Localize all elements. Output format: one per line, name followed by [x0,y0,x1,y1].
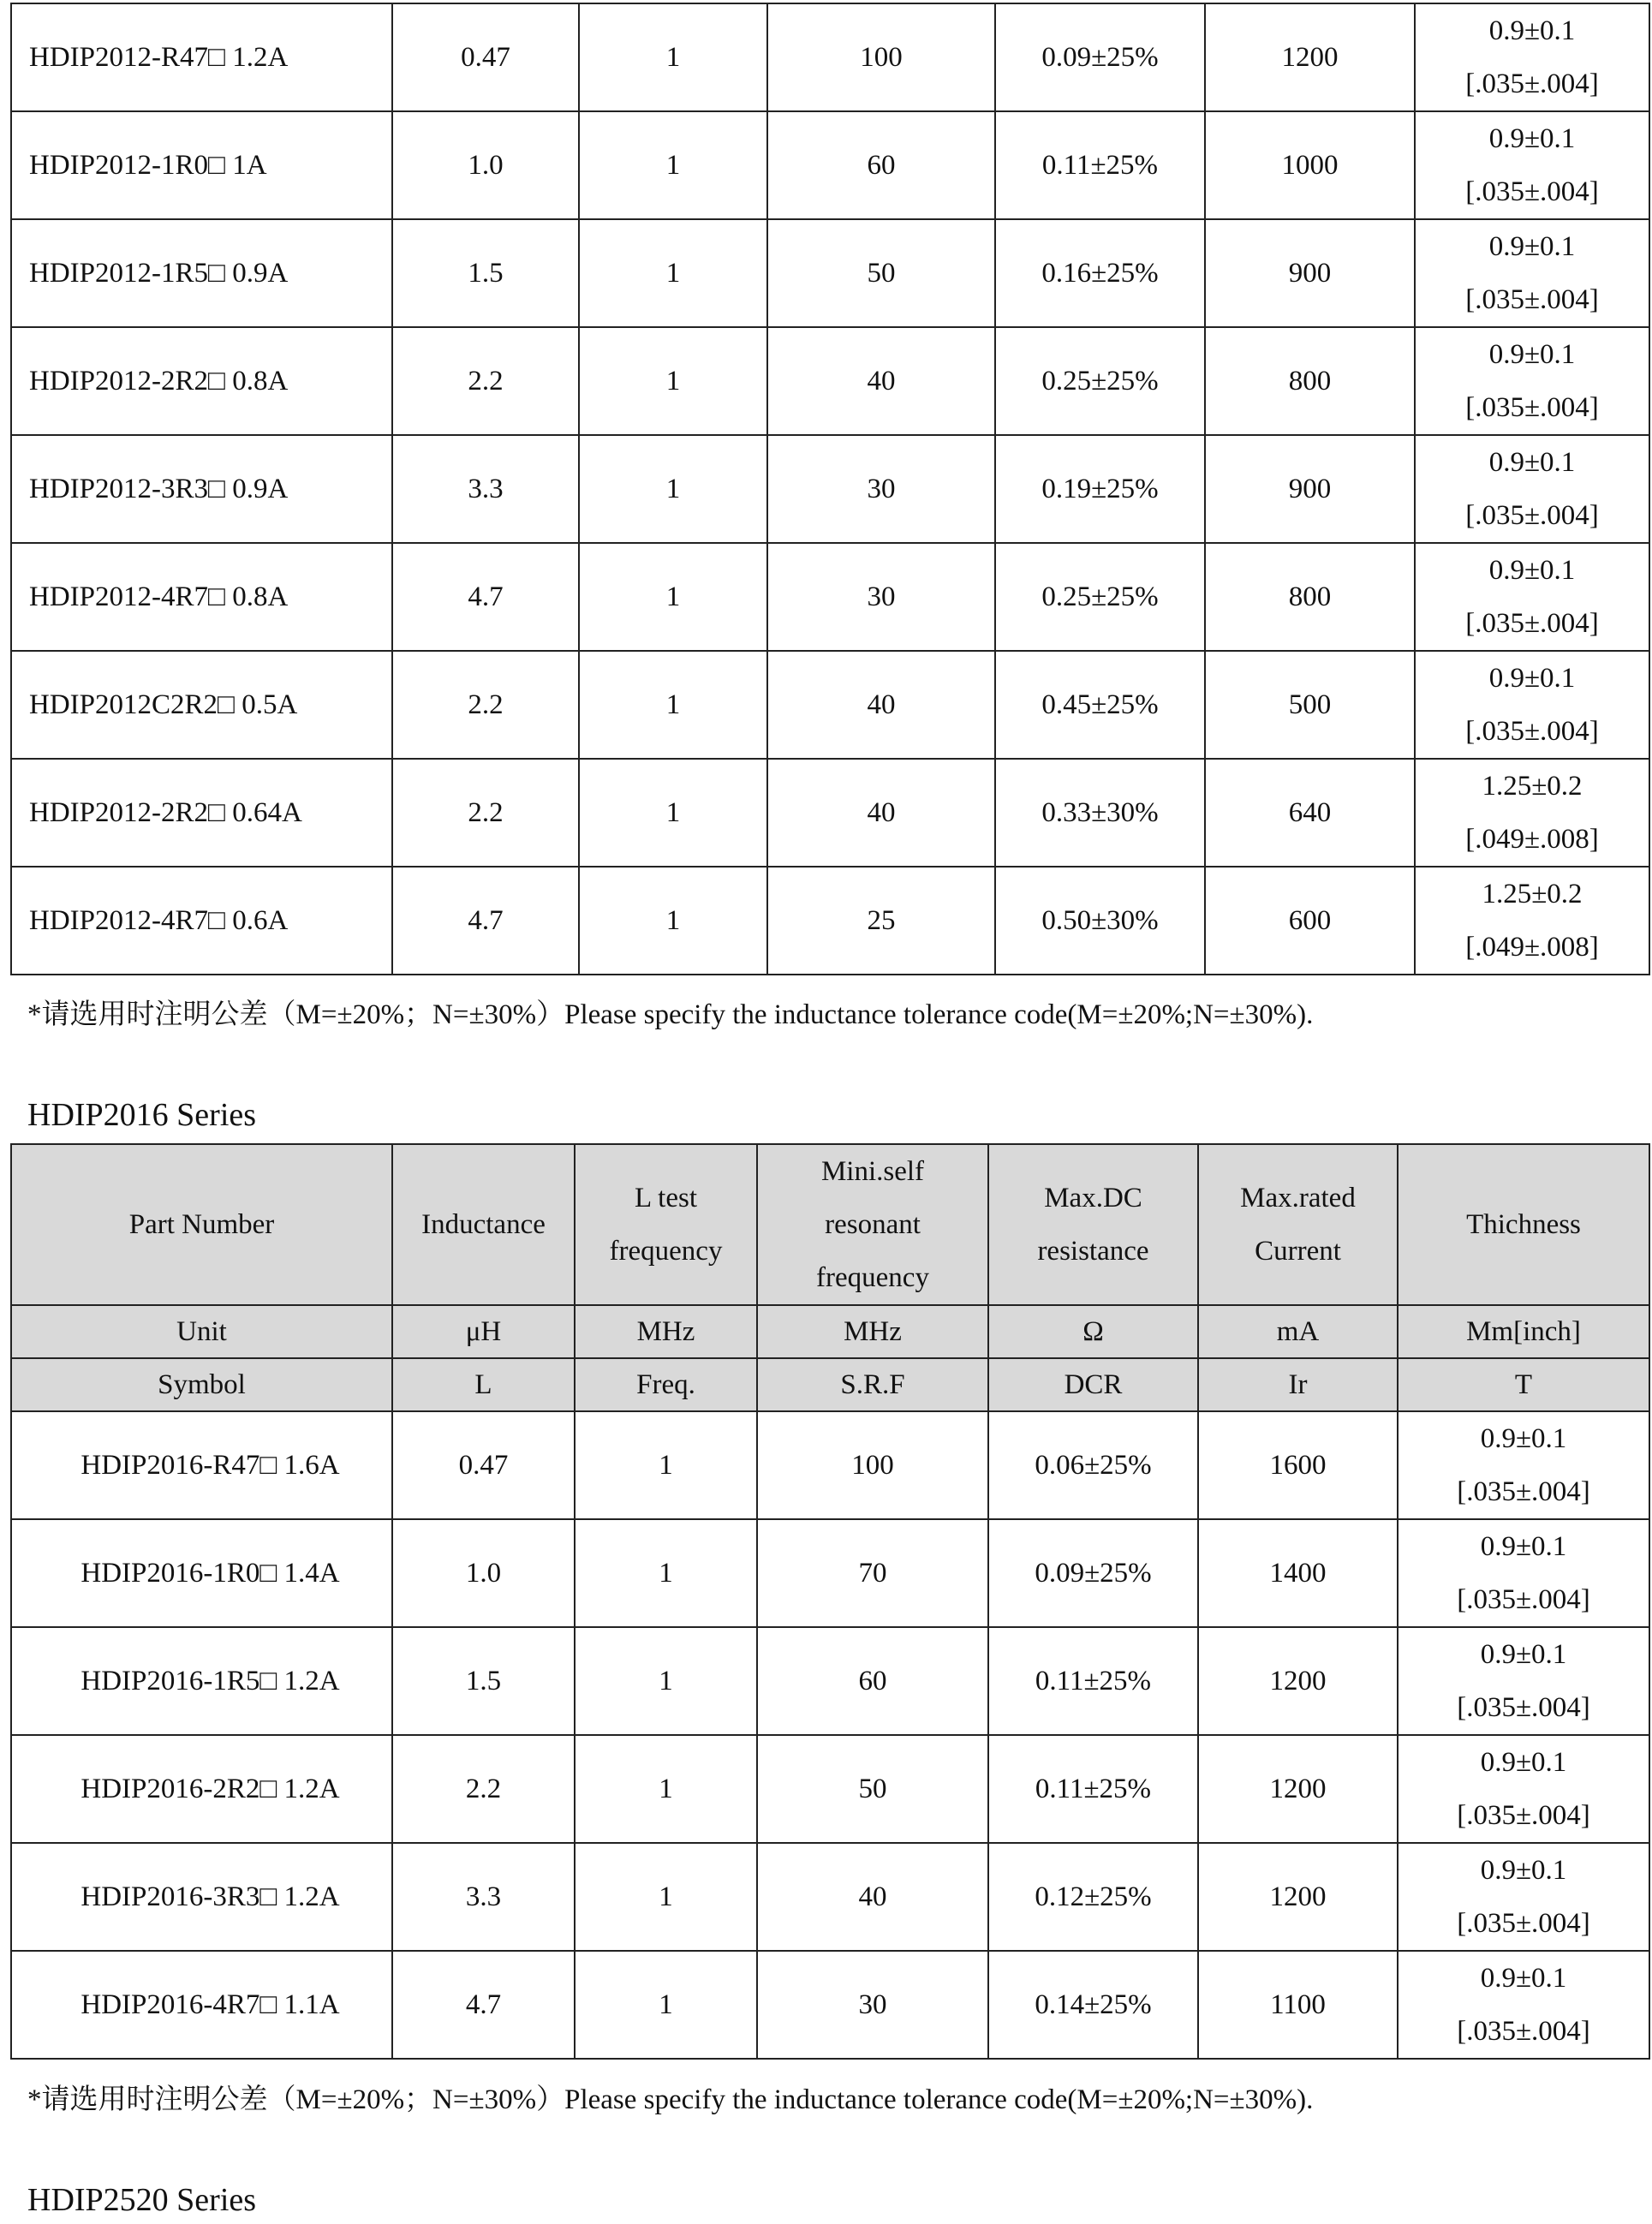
unit-thickness: Mm[inch] [1398,1305,1649,1358]
header-rated-current [1198,1144,1398,1305]
frequency-cell: 1 [579,759,767,867]
table-row [11,1519,1649,1627]
frequency-cell: 1 [579,327,767,435]
thickness-mm: 1.25±0.2 [1482,771,1583,802]
inductance-cell: 3.3 [392,435,579,543]
hdip2012-table [10,3,1650,975]
thickness-cell [1398,1627,1649,1735]
symbol-row [11,1358,1649,1411]
srf-cell: 40 [767,327,995,435]
thickness-inch: [.035±.004] [1457,1476,1590,1507]
thickness-inch: [.035±.004] [1457,1908,1590,1939]
header-text: resistance [1037,1236,1149,1267]
header-text: Current [1255,1236,1341,1267]
thickness-mm: 0.9±0.1 [1488,339,1576,370]
table-row [11,1843,1649,1951]
thickness-cell [1415,651,1649,759]
header-text: Mini.self [820,1156,925,1187]
thickness-inch: [.035±.004] [1457,2016,1590,2047]
thickness-mm: 0.9±0.1 [1488,231,1576,262]
dcr-cell: 0.16±25% [995,219,1205,327]
part-number-cell: HDIP2016-2R2□ 1.2A [11,1735,392,1843]
rated-current-cell: 500 [1205,651,1415,759]
tolerance-note: *请选用时注明公差（M=±20%；N=±30%）Please specify the inductance tolerance code(M=±20%;N=±30%). [27,999,1314,1030]
inductance-cell: 1.5 [392,1627,575,1735]
thickness-inch: [.049±.008] [1465,932,1599,963]
thickness-inch: [.035±.004] [1465,500,1599,531]
rated-current-cell: 600 [1205,867,1415,975]
unit-inductance: μH [392,1305,575,1358]
table-row [11,867,1649,975]
inductance-cell: 2.2 [392,759,579,867]
header-srf [757,1144,988,1305]
srf-cell: 40 [767,759,995,867]
thickness-cell [1415,111,1649,219]
rated-current-cell: 1200 [1198,1843,1398,1951]
header-l-test-frequency [575,1144,757,1305]
unit-current: mA [1198,1305,1398,1358]
frequency-cell: 1 [579,543,767,651]
table-row [11,111,1649,219]
table-row [11,1627,1649,1735]
srf-cell: 50 [767,219,995,327]
thickness-cell [1415,543,1649,651]
part-number-cell: HDIP2016-3R3□ 1.2A [11,1843,392,1951]
inductance-cell: 1.5 [392,219,579,327]
thickness-cell [1415,435,1649,543]
table-row [11,759,1649,867]
dcr-cell: 0.11±25% [988,1735,1198,1843]
dcr-cell: 0.50±30% [995,867,1205,975]
rated-current-cell: 900 [1205,219,1415,327]
symbol-srf: S.R.F [757,1358,988,1411]
part-number-cell: HDIP2012-2R2□ 0.64A [11,759,392,867]
thickness-mm: 0.9±0.1 [1480,1423,1567,1454]
symbol-label: Symbol [11,1358,392,1411]
unit-frequency: MHz [575,1305,757,1358]
part-number-cell: HDIP2012-4R7□ 0.8A [11,543,392,651]
symbol-frequency: Freq. [575,1358,757,1411]
table-row [11,543,1649,651]
dcr-cell: 0.25±25% [995,327,1205,435]
header-text: Max.DC [1044,1183,1142,1213]
dcr-cell: 0.09±25% [995,3,1205,111]
thickness-cell [1415,219,1649,327]
thickness-mm: 0.9±0.1 [1488,555,1576,586]
inductance-cell: 0.47 [392,1411,575,1519]
tolerance-note: *请选用时注明公差（M=±20%；N=±30%）Please specify the inductance tolerance code(M=±20%;N=±30%). [27,2084,1314,2115]
dcr-cell: 0.33±30% [995,759,1205,867]
part-number-cell: HDIP2016-4R7□ 1.1A [11,1951,392,2059]
frequency-cell: 1 [575,1627,757,1735]
dcr-cell: 0.11±25% [988,1627,1198,1735]
thickness-cell [1398,1735,1649,1843]
unit-srf: MHz [757,1305,988,1358]
header-thickness: Thichness [1398,1144,1649,1305]
unit-label: Unit [11,1305,392,1358]
srf-cell: 40 [757,1843,988,1951]
frequency-cell: 1 [579,651,767,759]
table-header-row [11,1144,1649,1305]
thickness-mm: 1.25±0.2 [1482,879,1583,909]
frequency-cell: 1 [579,867,767,975]
inductance-cell: 4.7 [392,543,579,651]
thickness-mm: 0.9±0.1 [1480,1855,1567,1886]
symbol-dcr: DCR [988,1358,1198,1411]
table-row [11,3,1649,111]
srf-cell: 25 [767,867,995,975]
series-title-hdip2520: HDIP2520 Series [27,2182,257,2218]
frequency-cell: 1 [575,1843,757,1951]
rated-current-cell: 1200 [1198,1627,1398,1735]
thickness-cell [1398,1411,1649,1519]
thickness-cell [1415,327,1649,435]
table-row [11,1951,1649,2059]
thickness-cell [1415,867,1649,975]
rated-current-cell: 1200 [1198,1735,1398,1843]
part-number-cell: HDIP2012-3R3□ 0.9A [11,435,392,543]
header-dcr [988,1144,1198,1305]
table-row [11,219,1649,327]
part-number-cell: HDIP2012C2R2□ 0.5A [11,651,392,759]
thickness-inch: [.049±.008] [1465,824,1599,855]
dcr-cell: 0.09±25% [988,1519,1198,1627]
dcr-cell: 0.45±25% [995,651,1205,759]
srf-cell: 50 [757,1735,988,1843]
thickness-inch: [.035±.004] [1457,1692,1590,1723]
srf-cell: 30 [767,543,995,651]
thickness-inch: [.035±.004] [1465,392,1599,423]
thickness-inch: [.035±.004] [1465,284,1599,315]
inductance-cell: 2.2 [392,651,579,759]
srf-cell: 100 [767,3,995,111]
frequency-cell: 1 [575,1519,757,1627]
part-number-cell: HDIP2012-2R2□ 0.8A [11,327,392,435]
dcr-cell: 0.25±25% [995,543,1205,651]
srf-cell: 60 [767,111,995,219]
rated-current-cell: 900 [1205,435,1415,543]
part-number-cell: HDIP2016-1R5□ 1.2A [11,1627,392,1735]
thickness-cell [1398,1951,1649,2059]
part-number-cell: HDIP2016-1R0□ 1.4A [11,1519,392,1627]
part-number-cell: HDIP2012-R47□ 1.2A [11,3,392,111]
thickness-mm: 0.9±0.1 [1488,15,1576,46]
thickness-inch: [.035±.004] [1457,1584,1590,1615]
thickness-inch: [.035±.004] [1465,608,1599,639]
part-number-cell: HDIP2012-4R7□ 0.6A [11,867,392,975]
dcr-cell: 0.19±25% [995,435,1205,543]
rated-current-cell: 1200 [1205,3,1415,111]
thickness-mm: 0.9±0.1 [1480,1531,1567,1562]
inductance-cell: 1.0 [392,1519,575,1627]
frequency-cell: 1 [575,1951,757,2059]
inductance-cell: 3.3 [392,1843,575,1951]
symbol-current: Ir [1198,1358,1398,1411]
header-text: Max.rated [1240,1183,1356,1213]
thickness-cell [1415,3,1649,111]
header-text: L test [634,1183,697,1213]
symbol-inductance: L [392,1358,575,1411]
srf-cell: 100 [757,1411,988,1519]
thickness-cell [1398,1843,1649,1951]
rated-current-cell: 800 [1205,327,1415,435]
thickness-inch: [.035±.004] [1465,716,1599,747]
table-row [11,1735,1649,1843]
part-number-cell: HDIP2012-1R5□ 0.9A [11,219,392,327]
rated-current-cell: 800 [1205,543,1415,651]
dcr-cell: 0.14±25% [988,1951,1198,2059]
frequency-cell: 1 [579,219,767,327]
thickness-mm: 0.9±0.1 [1480,1639,1567,1670]
unit-row [11,1305,1649,1358]
dcr-cell: 0.12±25% [988,1843,1198,1951]
inductance-cell: 4.7 [392,1951,575,2059]
table-row [11,651,1649,759]
header-inductance: Inductance [392,1144,575,1305]
frequency-cell: 1 [575,1411,757,1519]
frequency-cell: 1 [579,435,767,543]
srf-cell: 60 [757,1627,988,1735]
dcr-cell: 0.11±25% [995,111,1205,219]
symbol-thickness: T [1398,1358,1649,1411]
header-text: frequency [816,1262,929,1293]
rated-current-cell: 1400 [1198,1519,1398,1627]
unit-dcr: Ω [988,1305,1198,1358]
rated-current-cell: 1600 [1198,1411,1398,1519]
thickness-mm: 0.9±0.1 [1488,447,1576,478]
thickness-inch: [.035±.004] [1465,69,1599,99]
thickness-mm: 0.9±0.1 [1480,1963,1567,1994]
table-row [11,435,1649,543]
frequency-cell: 1 [579,111,767,219]
header-text: resonant [825,1209,921,1240]
thickness-cell [1415,759,1649,867]
srf-cell: 70 [757,1519,988,1627]
thickness-inch: [.035±.004] [1457,1800,1590,1831]
thickness-cell [1398,1519,1649,1627]
inductance-cell: 2.2 [392,1735,575,1843]
dcr-cell: 0.06±25% [988,1411,1198,1519]
frequency-cell: 1 [575,1735,757,1843]
hdip2016-table [10,1143,1650,2060]
srf-cell: 40 [767,651,995,759]
header-text: frequency [609,1236,723,1267]
table-row [11,327,1649,435]
inductance-cell: 1.0 [392,111,579,219]
srf-cell: 30 [767,435,995,543]
thickness-inch: [.035±.004] [1465,176,1599,207]
srf-cell: 30 [757,1951,988,2059]
inductance-cell: 0.47 [392,3,579,111]
inductance-cell: 2.2 [392,327,579,435]
frequency-cell: 1 [579,3,767,111]
table-row [11,1411,1649,1519]
series-title-hdip2016: HDIP2016 Series [27,1097,257,1133]
part-number-cell: HDIP2012-1R0□ 1A [11,111,392,219]
rated-current-cell: 640 [1205,759,1415,867]
rated-current-cell: 1000 [1205,111,1415,219]
thickness-mm: 0.9±0.1 [1488,123,1576,154]
inductance-cell: 4.7 [392,867,579,975]
header-part-number: Part Number [11,1144,392,1305]
rated-current-cell: 1100 [1198,1951,1398,2059]
part-number-cell: HDIP2016-R47□ 1.6A [11,1411,392,1519]
thickness-mm: 0.9±0.1 [1488,663,1576,694]
thickness-mm: 0.9±0.1 [1480,1747,1567,1778]
